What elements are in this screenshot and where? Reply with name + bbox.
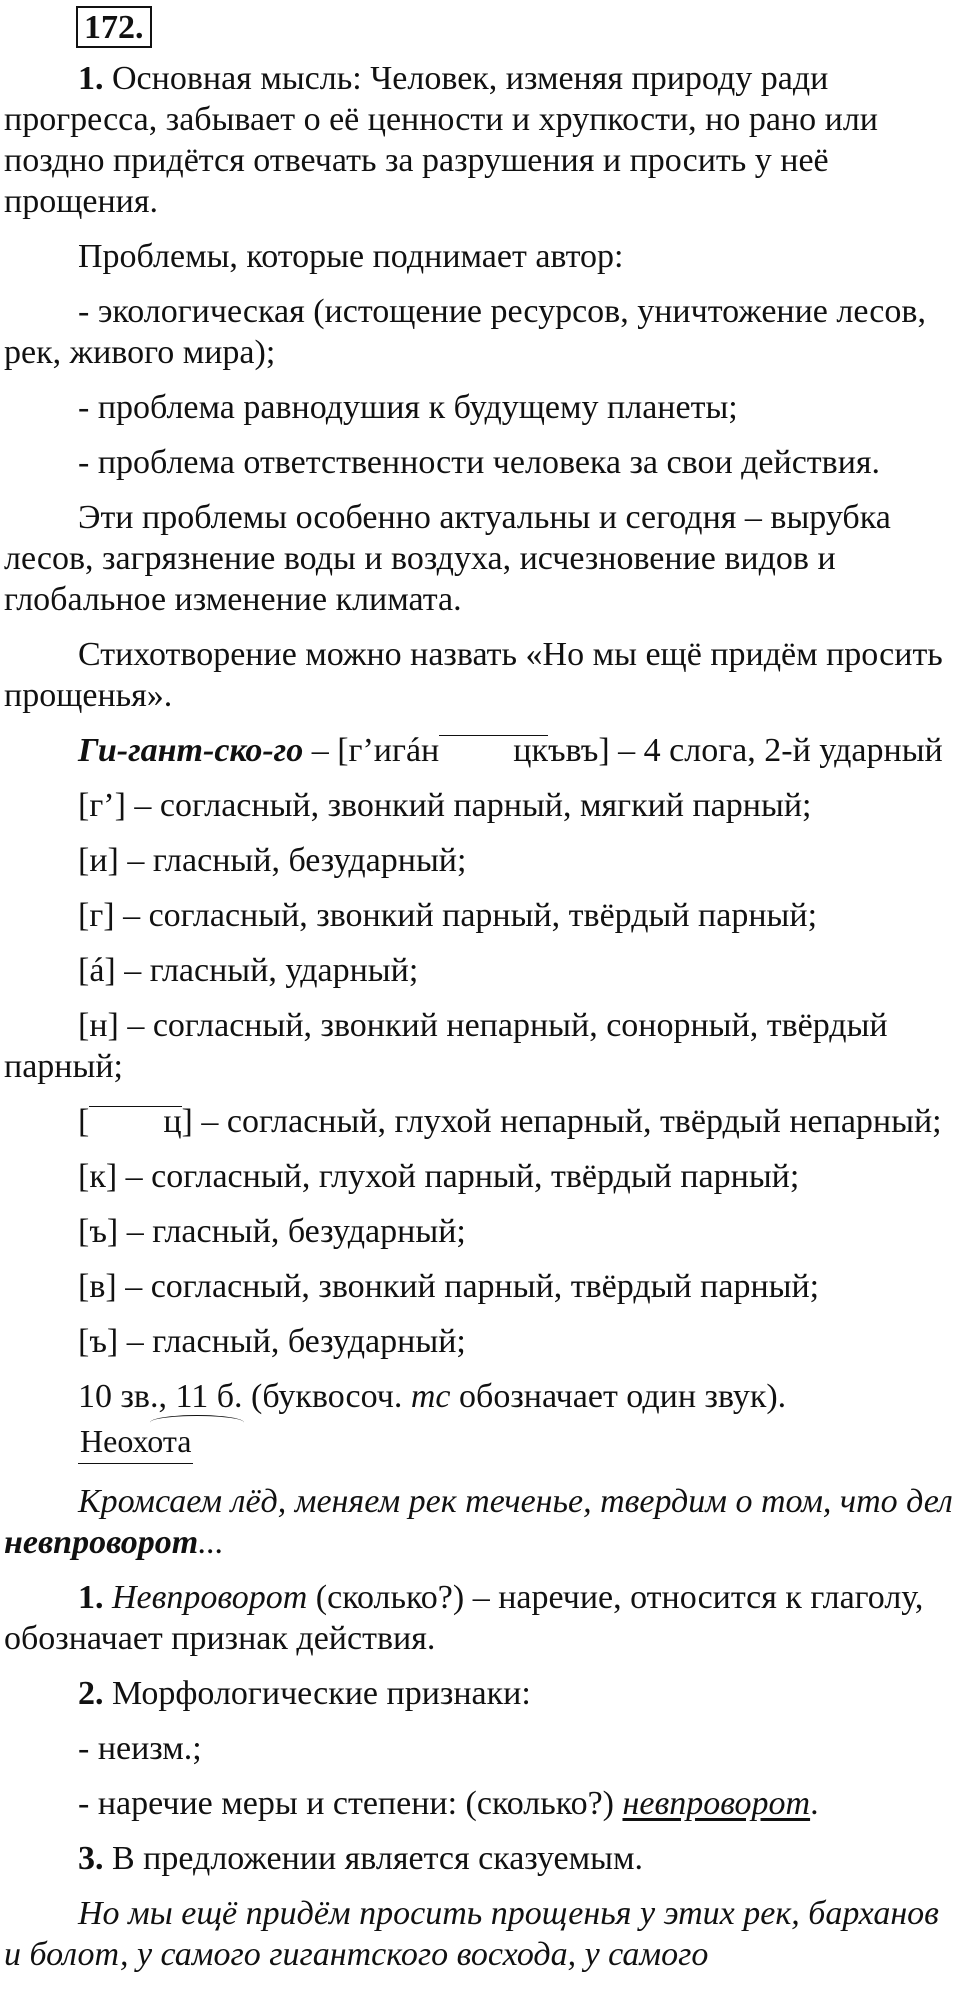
sound-line: [ъ] – гласный, безударный; bbox=[78, 1323, 466, 1360]
sound-line: [н] – согласный, звонкий непарный, сонорный, твёрдый парный; bbox=[4, 1007, 888, 1085]
morph-feature: - неизм.; bbox=[78, 1730, 202, 1767]
sound-line: [в] – согласный, звонкий парный, твёрдый парный; bbox=[78, 1268, 820, 1305]
sound-line: [г’] – согласный, звонкий парный, мягкий парный; bbox=[78, 787, 812, 824]
morphemic-parse bbox=[4, 1421, 956, 1467]
quote-2: Но мы ещё придём просить прощенья у этих рек, барханов и болот, у самого гигантского восхода, у самого bbox=[4, 1895, 939, 1973]
sound-line: [ъ] – гласный, безударный; bbox=[78, 1213, 466, 1250]
problem-item: - проблема ответственности человека за свои действия. bbox=[78, 444, 881, 481]
root-arc-mark bbox=[150, 1415, 244, 1430]
problem-item: - проблема равнодушия к будущему планеты; bbox=[78, 389, 738, 426]
sound-line: [г] – согласный, звонкий парный, твёрдый парный; bbox=[78, 897, 818, 934]
morph-point-2: 2. Морфологические признаки: bbox=[78, 1675, 531, 1712]
phonetic-summary: 10 зв., 11 б. (буквосоч. тс обозначает один звук). bbox=[78, 1378, 787, 1415]
main-idea-paragraph: 1. Основная мысль: Человек, изменяя природу ради прогресса, забывает о её ценности и хрупкости, но рано или поздно придётся отвечать за разрушения и просить у неё прощения. bbox=[4, 60, 878, 220]
sound-line: [к] – согласный, глухой парный, твёрдый парный; bbox=[78, 1158, 800, 1195]
sound-line: [и] – гласный, безударный; bbox=[78, 842, 467, 879]
sound-line: [á] – гласный, ударный; bbox=[78, 952, 419, 989]
morph-point-3: 3. В предложении является сказуемым. bbox=[78, 1840, 644, 1877]
sound-line-tied: [ ц] – согласный, глухой непарный, твёрдый непарный; bbox=[78, 1103, 942, 1140]
problems-intro: Проблемы, которые поднимает автор: bbox=[78, 238, 624, 275]
morph-point-1: 1. Невпроворот (сколько?) – наречие, относится к глаголу, обозначает признак действия. bbox=[4, 1579, 924, 1657]
morph-feature: - наречие меры и степени: (сколько?) невпроворот. bbox=[78, 1785, 819, 1822]
title-suggestion: Стихотворение можно назвать «Но мы ещё придём просить прощенья». bbox=[4, 636, 943, 714]
problem-item: - экологическая (истощение ресурсов, уничтожение лесов, рек, живого мира); bbox=[4, 293, 926, 371]
exercise-number: 172. bbox=[4, 6, 956, 48]
relevance-paragraph: Эти проблемы особенно актуальны и сегодня – вырубка лесов, загрязнение воды и воздуха, исчезновение видов и глобальное изменение климата. bbox=[4, 499, 891, 618]
morphemic-word: Неохота bbox=[78, 1421, 193, 1464]
phonetic-header: Ги-гант-ско-го – [г’игáн цкъвъ] – 4 слога, 2-й ударный bbox=[78, 732, 943, 769]
quote-1: Кромсаем лёд, меняем рек теченье, твердим о том, что дел невпроворот... bbox=[4, 1483, 953, 1561]
